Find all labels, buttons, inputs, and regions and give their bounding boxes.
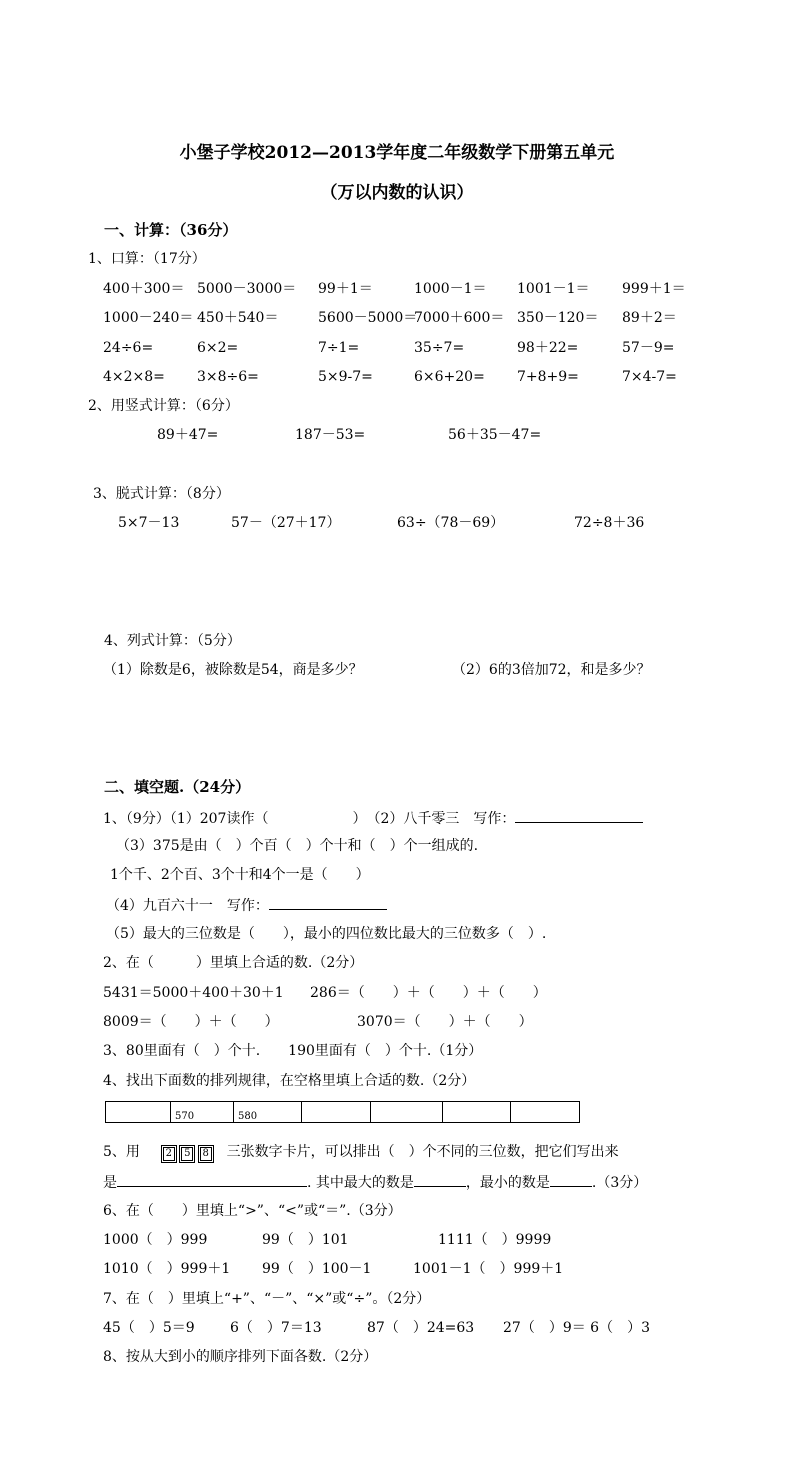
oral-calc-item: 400＋300＝: [103, 281, 185, 297]
oral-calc-item: 57－9=: [622, 340, 675, 356]
page-subtitle: （万以内数的认识）: [320, 183, 474, 203]
digit-card: 5: [181, 1147, 193, 1161]
oral-calc-item: 7+8+9=: [517, 369, 579, 385]
sequence-cell[interactable]: [511, 1102, 580, 1123]
q2-label: 2、用竖式计算：（6分）: [88, 398, 239, 414]
oral-calc-item: 6×2=: [197, 340, 239, 356]
fill-2d: 3070＝（ ）＋（ ）: [357, 1014, 533, 1030]
oral-calc-item: 350－120＝: [517, 310, 599, 326]
fill-6: 6、在（ ）里填上“>”、“<”或“＝”.（3分）: [103, 1203, 402, 1219]
fill-1a-text: 1、（9分）（1）207读作（ ） （2）八千零三 写作：: [103, 811, 516, 827]
fill-5b: [103, 1172, 647, 1192]
oral-calc-item: 1000－240＝: [103, 310, 194, 326]
q4-item: （2）6的3倍加72，和是多少？: [452, 662, 651, 678]
fill-5b-text: 是: [103, 1175, 117, 1191]
oral-calc-item: 5600－5000＝: [318, 310, 418, 326]
answer-blank[interactable]: [117, 1172, 307, 1187]
oral-calc-item: 5×9-7=: [318, 369, 373, 385]
sequence-table: [105, 1101, 580, 1123]
fill-6-item: 1000（ ）999: [103, 1232, 208, 1248]
q4-label: 4、列式计算：（5分）: [104, 633, 241, 649]
fill-5a-pre: 5、用: [103, 1144, 140, 1160]
digit-card: 2: [163, 1147, 175, 1161]
sequence-cell: 570: [171, 1102, 234, 1123]
fill-7: 7、在（ ）里填上“+”、“－”、“×”或“÷”。（2分）: [103, 1291, 431, 1307]
fill-8: 8、按从大到小的顺序排列下面各数.（2分）: [103, 1349, 378, 1365]
sequence-cell[interactable]: [302, 1102, 371, 1123]
oral-calc-item: 7÷1=: [318, 340, 360, 356]
sequence-cell[interactable]: [443, 1102, 511, 1123]
fill-7-item: 27（ ）9＝ 6（ ）3: [503, 1320, 650, 1336]
q2-item: 89＋47=: [157, 427, 219, 443]
fill-5a-post: 三张数字卡片，可以排出（ ）个不同的三位数，把它们写出来: [226, 1144, 619, 1160]
fill-1a: [103, 808, 643, 828]
oral-calc-item: 999＋1＝: [622, 281, 686, 297]
answer-blank[interactable]: [550, 1172, 592, 1187]
q3-item: 63÷（78－69）: [397, 515, 505, 531]
fill-2: 2、在（ ）里填上合适的数.（2分）: [103, 955, 364, 971]
fill-6-item: 1010（ ）999＋1: [103, 1261, 231, 1277]
fill-1b: （3）375是由（ ）个百（ ）个十和（ ）个一组成的.: [116, 838, 479, 854]
fill-7-item: 45（ ）5＝9: [103, 1320, 195, 1336]
fill-1d-text: （4）九百六十一 写作：: [106, 898, 269, 914]
fill-1c: 1个千、2个百、3个十和4个一是（ ）: [110, 867, 370, 883]
q3-item: 57－（27＋17）: [231, 515, 341, 531]
fill-5b-text: ，最小的数是: [465, 1175, 550, 1191]
q3-item: 72÷8＋36: [574, 515, 645, 531]
page-title: 小堡子学校2012—2013学年度二年级数学下册第五单元: [179, 143, 615, 163]
oral-calc-item: 5000－3000＝: [197, 281, 297, 297]
q2-item: 56＋35－47=: [448, 427, 542, 443]
oral-calc-item: 3×8÷6=: [197, 369, 259, 385]
q2-item: 187－53=: [295, 427, 366, 443]
section-2-heading: 二、填空题.（24分）: [104, 778, 251, 796]
oral-calc-item: 6×6+20=: [414, 369, 485, 385]
oral-calc-item: 450＋540＝: [197, 310, 279, 326]
oral-calc-item: 4×2×8=: [103, 369, 165, 385]
fill-5b-text: .（3分）: [591, 1175, 648, 1191]
oral-calc-item: 99＋1＝: [318, 281, 373, 297]
fill-2c: 8009＝（ ）＋（ ）: [103, 1014, 279, 1030]
oral-calc-item: 7×4-7=: [622, 369, 677, 385]
fill-2b: 286＝（ ）＋（ ）＋（ ）: [310, 985, 547, 1001]
fill-1e: （5）最大的三位数是（ ），最小的四位数比最大的三位数多（ ）.: [106, 926, 547, 942]
sequence-cell[interactable]: [371, 1102, 443, 1123]
fill-2a: 5431＝5000＋400＋30＋1: [103, 985, 284, 1001]
section-1-heading: 一、计算：（36分）: [104, 221, 238, 239]
fill-4: 4、找出下面数的排列规律，在空格里填上合适的数.（2分）: [103, 1073, 476, 1089]
answer-blank[interactable]: [414, 1172, 466, 1187]
q4-item: （1）除数是6，被除数是54，商是多少？: [103, 662, 363, 678]
oral-calc-item: 89＋2＝: [622, 310, 677, 326]
q3-item: 5×7－13: [118, 515, 180, 531]
answer-blank[interactable]: [269, 895, 387, 910]
answer-blank[interactable]: [515, 808, 643, 823]
fill-1d: [106, 895, 387, 915]
fill-6-item: 99（ ）101: [262, 1232, 349, 1248]
digit-card: 8: [200, 1147, 212, 1161]
q3-label: 3、脱式计算：（8分）: [93, 486, 230, 502]
fill-5a: [103, 1143, 619, 1161]
sequence-cell[interactable]: [106, 1102, 171, 1123]
fill-6-item: 1001－1（ ）999＋1: [413, 1261, 564, 1277]
fill-3: 3、80里面有（ ）个十. 190里面有（ ）个十.（1分）: [103, 1043, 483, 1059]
q1-label: 1、口算：（17分）: [88, 251, 206, 267]
oral-calc-item: 35÷7=: [414, 340, 465, 356]
fill-7-item: 6（ ）7＝13: [230, 1320, 322, 1336]
fill-5b-text: . 其中最大的数是: [307, 1175, 414, 1191]
oral-calc-item: 7000＋600＝: [414, 310, 505, 326]
oral-calc-item: 1000－1＝: [414, 281, 487, 297]
fill-6-item: 1111（ ）9999: [438, 1232, 552, 1248]
fill-7-item: 87（ ）24=63: [367, 1320, 475, 1336]
sequence-cell: 580: [234, 1102, 302, 1123]
oral-calc-item: 24÷6=: [103, 340, 154, 356]
fill-6-item: 99（ ）100－1: [262, 1261, 372, 1277]
oral-calc-item: 1001－1＝: [517, 281, 590, 297]
oral-calc-item: 98＋22=: [517, 340, 579, 356]
